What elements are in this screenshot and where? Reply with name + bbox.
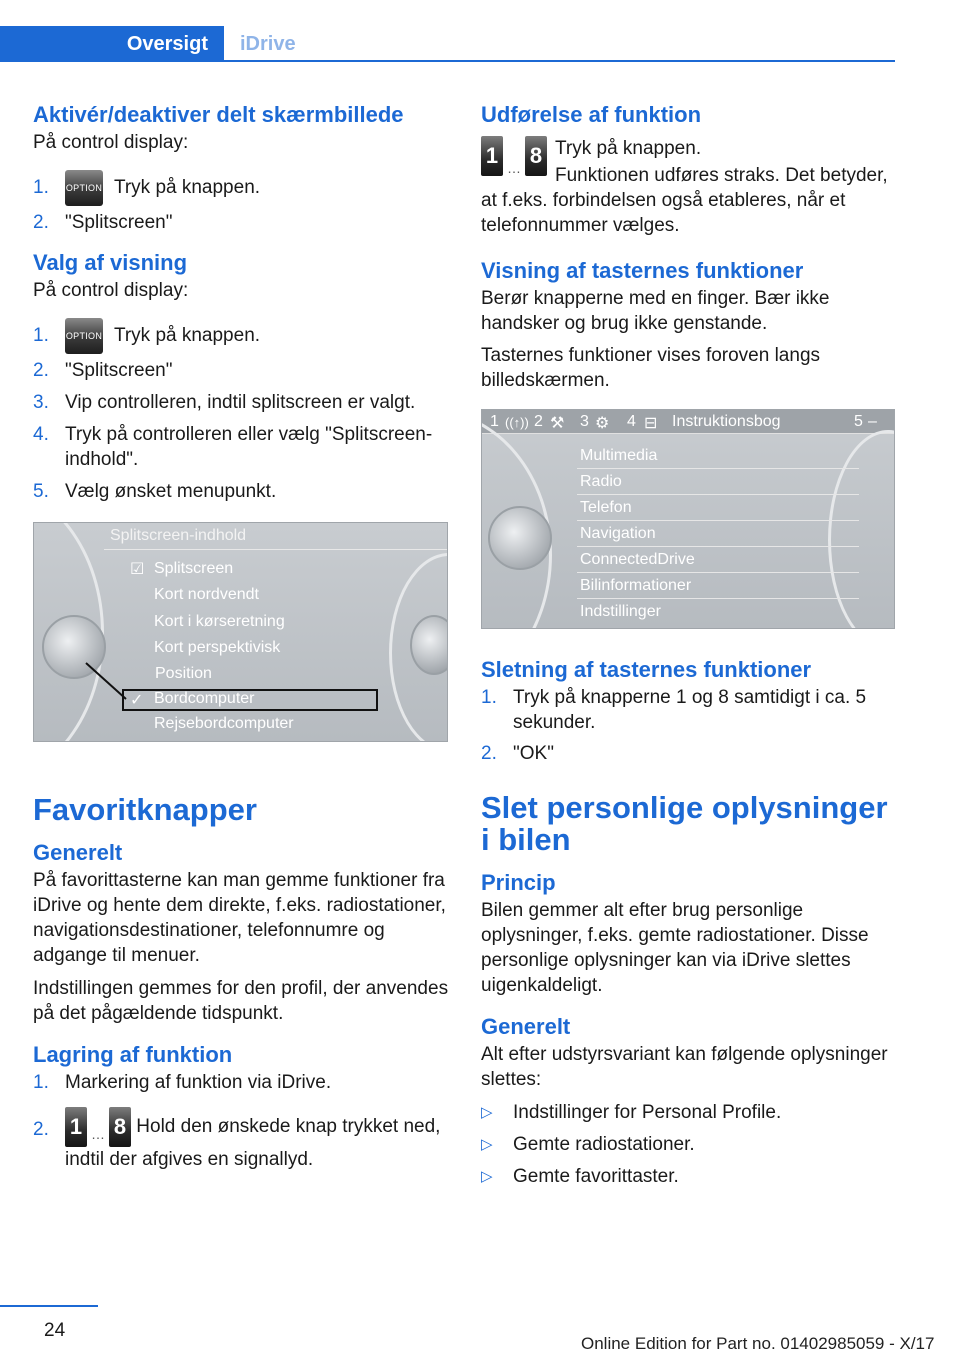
paragraph: Indstillingen gemmes for den profil, der anvendes på det pågældende tidspunkt. (33, 978, 449, 1024)
car-icon: ⊟ (644, 415, 658, 432)
menu-item: Rejsebordcomputer (154, 715, 294, 732)
check-icon: ☑ (130, 561, 145, 578)
list-item: 2. "OK" (481, 743, 554, 764)
list-item: ▷ Indstillinger for Personal Profile. (481, 1102, 782, 1123)
key-1-icon: 1 (481, 136, 503, 176)
section-title-splitscreen-toggle: Aktivér/deaktiver delt skærmbillede (33, 102, 404, 127)
gear-icon: ⚙ (595, 415, 610, 432)
controller-knob-icon (488, 506, 552, 570)
page-number: 24 (44, 1320, 66, 1341)
key-8-icon: 8 (109, 1107, 131, 1147)
subsection-title-save: Lagring af funktion (33, 1042, 233, 1067)
paragraph: Tryk på knappen. (555, 138, 702, 159)
menu-item: Radio (577, 469, 859, 495)
execute-block (481, 136, 895, 238)
list-item: 4. Tryk på controlleren eller vælg "Splitscreen-indhold". (33, 424, 433, 470)
bullet-icon: ▷ (481, 1104, 493, 1121)
list-item: 1. Tryk på knapperne 1 og 8 samtidigt i ca. 5 sekunder. (481, 687, 867, 733)
list-item: 1. Markering af funktion via iDrive. (33, 1072, 332, 1093)
menu-item: Kort i kørseretning (154, 613, 285, 630)
paragraph: Bilen gemmer alt efter brug personlige oplysninger, f.eks. gemte radiostationer. Disse personlige oplysninger kan via iDrive slettes uigenkaldeligt. (481, 900, 869, 996)
menu-item: Position (155, 665, 212, 682)
steps-list (33, 1070, 449, 1172)
intro-text: På control display: (33, 280, 189, 301)
list-item: 2. "Splitscreen" (33, 360, 173, 381)
footer-rule (0, 1305, 98, 1307)
menu-item: ConnectedDrive (577, 547, 859, 573)
menu-item: Splitscreen (154, 560, 234, 577)
subsection-title-principle: Princip (481, 870, 556, 895)
favorite-tab-row: 1 ((↑)) 2 ⚒ 3 ⚙ 4 ⊟ Instruktionsbog 5 – (482, 410, 894, 434)
subsection-title-general: Generelt (481, 1014, 571, 1039)
checkmark-icon: ✓ (130, 692, 144, 709)
list-item: 2. "Splitscreen" (33, 212, 173, 233)
keys-icon-group: 1 … 8 (481, 136, 547, 176)
option-button-icon: OPTION (65, 170, 103, 206)
splitscreen-screenshot (33, 522, 448, 742)
list-item: ▷ Gemte radiostationer. (481, 1134, 695, 1155)
section-title-display: Visning af tasternes funktioner (481, 258, 804, 283)
idrive-screenshot (481, 409, 895, 629)
paragraph: På favorittasterne kan man gemme funktioner fra iDrive og hente dem direkte, f.eks. radiostationer, navigationsdestinationer, telefonnumre og adgange til menuer. (33, 870, 446, 966)
wrench-icon: ⚒ (550, 415, 565, 432)
right-column (481, 100, 895, 1189)
menu-item-selected: Bordcomputer (154, 690, 255, 707)
signal-icon: ((↑)) (505, 415, 529, 430)
paragraph: Funktionen udføres straks. Det betyder, at f.eks. forbindelsen også etableres, når et telefonnummer vælges. (481, 165, 888, 236)
menu-item: Multimedia (577, 443, 859, 469)
menu-item: Bilinformationer (577, 573, 859, 599)
list-item: ▷ Gemte favorittaster. (481, 1166, 679, 1187)
pointer-line (82, 659, 132, 705)
menu-item: Telefon (577, 495, 859, 521)
subsection-title-general: Generelt (33, 840, 123, 865)
section-title-delete-keys: Sletning af tasternes funktioner (481, 657, 812, 682)
intro-text: På control display: (33, 132, 189, 153)
list-item: 2. 1 … 8 Hold den ønskede knap trykket ned, indtil der afgives en signallyd. (33, 1107, 449, 1172)
edition-note: Online Edition for Part no. 01402985059 - X/17 (581, 1334, 935, 1353)
menu-item: Indstillinger (580, 603, 661, 620)
key-1-icon: 1 (65, 1107, 87, 1147)
section-title-favorites: Favoritknapper (33, 792, 257, 827)
paragraph: Alt efter udstyrsvariant kan følgende oplysninger slettes: (481, 1044, 888, 1090)
tab-idrive[interactable]: iDrive (240, 32, 296, 55)
option-button-icon: OPTION (65, 318, 103, 354)
section-title-execute: Udførelse af funktion (481, 102, 702, 127)
menu-item: Kort perspektivisk (154, 639, 281, 656)
paragraph: Berør knapperne med en finger. Bær ikke handsker og brug ikke genstande. (481, 288, 830, 334)
paragraph: Tasternes funktioner vises foroven langs billedskærmen. (481, 345, 821, 391)
steps-list (33, 169, 449, 235)
left-column (33, 100, 449, 1172)
screen-title: Splitscreen-indhold (110, 527, 247, 544)
bullet-icon: ▷ (481, 1168, 493, 1185)
bullet-icon: ▷ (481, 1136, 493, 1153)
list-item: 1. OPTION Tryk på knappen. (33, 169, 449, 207)
steps-list (33, 317, 449, 504)
bullet-list (481, 1100, 895, 1189)
list-item: 3. Vip controlleren, indtil splitscreen er valgt. (33, 392, 416, 413)
steps-list (481, 685, 895, 766)
menu-item: Navigation (577, 521, 859, 547)
section-title-view: Valg af visning (33, 250, 188, 275)
tab-oversigt[interactable]: Oversigt (0, 26, 224, 62)
key-8-icon: 8 (525, 136, 547, 176)
list-item: 5. Vælg ønsket menupunkt. (33, 481, 277, 502)
section-title-delete-personal: Slet personlige oplysninger i bilen (481, 790, 888, 857)
menu-item: Kort nordvendt (154, 586, 259, 603)
header-tabs (0, 26, 895, 62)
list-item: 1. OPTION Tryk på knappen. (33, 317, 449, 355)
